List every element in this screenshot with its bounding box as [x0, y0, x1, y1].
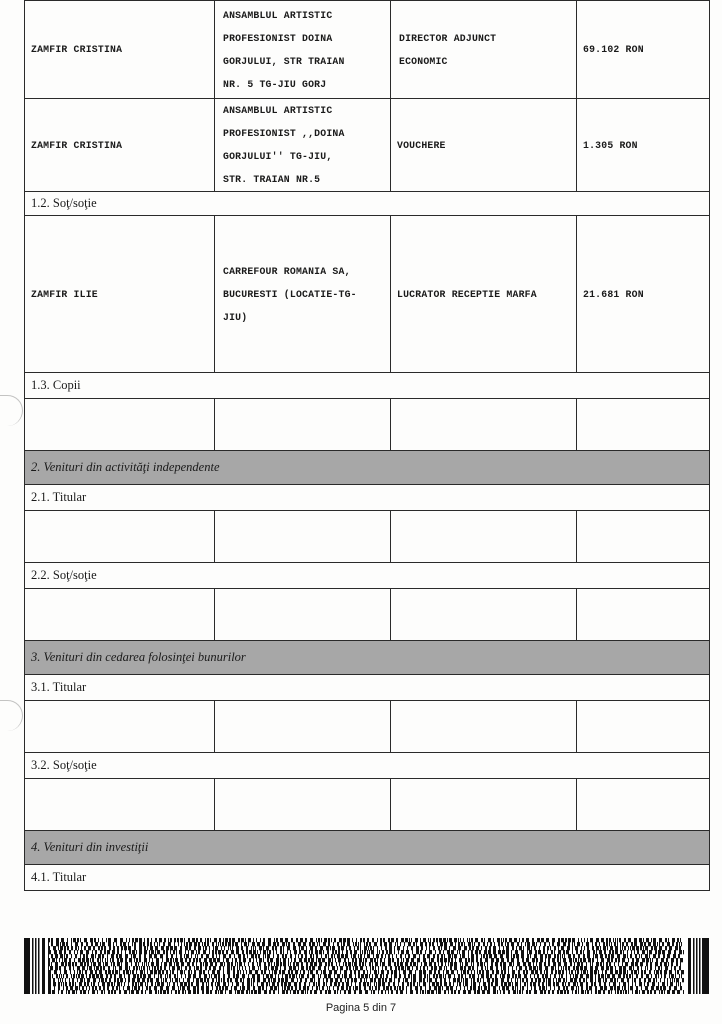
page-number: Pagina 5 din 7 [325, 1002, 397, 1014]
income-declaration-table [24, 0, 710, 891]
service-line: ECONOMIC [399, 55, 448, 67]
table-row [25, 1, 710, 99]
empty-cell [577, 701, 710, 753]
source-line: GORJULUI'' TG-JIU, [223, 151, 333, 162]
table-row [25, 373, 710, 399]
empty-cell [577, 511, 710, 563]
table-row [25, 753, 710, 779]
empty-table-row [25, 779, 710, 831]
section-header: 3. Venituri din cedarea folosinţei bunurilor [25, 641, 710, 675]
source-line: BUCURESTI (LOCATIE-TG- [223, 288, 357, 300]
table-row [25, 192, 710, 216]
empty-table-row [25, 399, 710, 451]
empty-cell [215, 511, 391, 563]
beneficiary-name-cell: ZAMFIR CRISTINA [25, 1, 215, 99]
source-line: CARREFOUR ROMANIA SA, [223, 265, 351, 277]
source-line: PROFESIONIST ,,DOINA [223, 128, 345, 139]
table-row [25, 99, 710, 192]
empty-cell [25, 779, 215, 831]
empty-cell [215, 701, 391, 753]
table-row [25, 865, 710, 891]
source-line: ANSAMBLUL ARTISTIC [223, 9, 333, 21]
subsection-label: 4.1. Titular [25, 865, 710, 891]
empty-cell [215, 589, 391, 641]
empty-table-row [25, 701, 710, 753]
service-cell: VOUCHERE [391, 99, 577, 192]
beneficiary-name-cell: ZAMFIR CRISTINA [25, 99, 215, 192]
empty-cell [25, 399, 215, 451]
empty-cell [391, 701, 577, 753]
empty-cell [391, 779, 577, 831]
empty-cell [577, 399, 710, 451]
table-row [25, 563, 710, 589]
source-line: PROFESIONIST DOINA [223, 32, 333, 44]
table-row [25, 831, 710, 865]
empty-table-row [25, 511, 710, 563]
pdf417-barcode [24, 938, 709, 994]
subsection-label: 2.1. Titular [25, 485, 710, 511]
empty-cell [577, 779, 710, 831]
empty-cell [391, 511, 577, 563]
service-line: DIRECTOR ADJUNCT [399, 32, 497, 44]
service-cell [391, 1, 577, 99]
table-row [25, 675, 710, 701]
source-line: NR. 5 TG-JIU GORJ [223, 78, 327, 90]
income-source-cell [215, 216, 391, 373]
page-edge-mark [0, 395, 23, 426]
empty-cell [215, 779, 391, 831]
subsection-label: 1.2. Soţ/soţie [25, 192, 710, 216]
table-row [25, 485, 710, 511]
subsection-label: 3.1. Titular [25, 675, 710, 701]
empty-cell [25, 589, 215, 641]
empty-cell [25, 511, 215, 563]
amount-cell: 1.305 RON [577, 99, 710, 192]
empty-table-row [25, 589, 710, 641]
empty-cell [391, 399, 577, 451]
amount-cell: 21.681 RON [577, 216, 710, 373]
source-line: GORJULUI, STR TRAIAN [223, 55, 345, 67]
empty-cell [577, 589, 710, 641]
amount-cell: 69.102 RON [577, 1, 710, 99]
source-line: STR. TRAIAN NR.5 [223, 174, 321, 185]
empty-cell [25, 701, 215, 753]
table-row [25, 451, 710, 485]
income-source-cell [215, 1, 391, 99]
income-source-cell [215, 99, 391, 192]
empty-cell [215, 399, 391, 451]
table-row [25, 216, 710, 373]
subsection-label: 3.2. Soţ/soţie [25, 753, 710, 779]
subsection-label: 2.2. Soţ/soţie [25, 563, 710, 589]
beneficiary-name-cell: ZAMFIR ILIE [25, 216, 215, 373]
service-cell: LUCRATOR RECEPTIE MARFA [391, 216, 577, 373]
source-line: JIU) [223, 311, 248, 323]
source-line: ANSAMBLUL ARTISTIC [223, 105, 333, 116]
empty-cell [391, 589, 577, 641]
section-header: 4. Venituri din investiţii [25, 831, 710, 865]
table-row [25, 641, 710, 675]
page-edge-mark [0, 700, 23, 731]
section-header: 2. Venituri din activităţi independente [25, 451, 710, 485]
subsection-label: 1.3. Copii [25, 373, 710, 399]
